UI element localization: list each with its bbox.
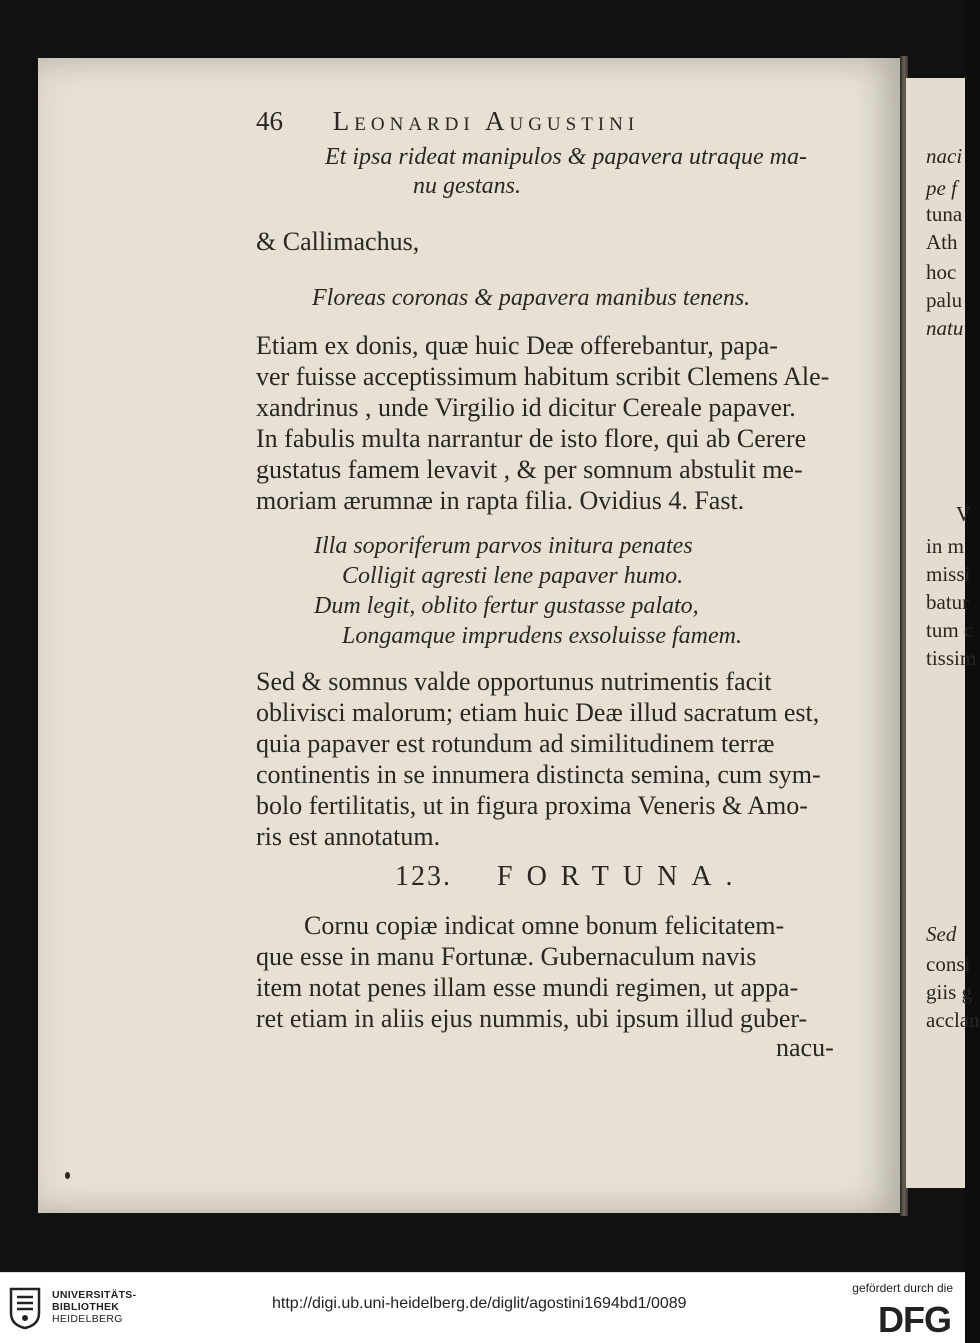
facing-fragment: Ath (926, 230, 958, 254)
text-line: In fabulis multa narrantur de isto flore, qui ab Cerere (256, 424, 807, 453)
facing-fragment: acclan (926, 1008, 980, 1032)
facing-fragment: giis g (926, 980, 973, 1004)
facing-fragment: in m (926, 534, 964, 558)
text-line: bolo fertilitatis, ut in figura proxima Veneris & Amo- (256, 791, 808, 820)
catchword: nacu- (776, 1033, 834, 1062)
facing-fragment: naci (926, 144, 963, 168)
verse-line: nu gestans. (413, 173, 521, 199)
text-line: que esse in manu Fortunæ. Gubernaculum navis (256, 942, 757, 971)
facing-fragment: tum c (926, 618, 974, 642)
verse-line: Colligit agresti lene papaver humo. (342, 563, 684, 589)
text-line: item notat penes illam esse mundi regimen, ut appa- (256, 973, 799, 1002)
facing-fragment: Sed (926, 922, 957, 946)
facing-fragment: hoc (926, 260, 957, 284)
facing-page (906, 78, 980, 1188)
text-line: ris est annotatum. (256, 822, 441, 851)
text-line: Etiam ex donis, quæ huic Deæ offerebantur, papa- (256, 331, 778, 360)
text-line: gustatus famem levavit , & per somnum abstulit me- (256, 455, 803, 484)
facing-fragment: palu (926, 288, 963, 312)
page-number: 46 (256, 106, 283, 136)
text-line: continentis in se innumera distincta semina, cum sym- (256, 760, 821, 789)
library-seal-icon[interactable] (8, 1287, 42, 1329)
text-line: oblivisci malorum; etiam huic Deæ illud sacratum est, (256, 698, 820, 727)
section-number: 123. (395, 861, 452, 892)
facing-fragment: natu (926, 316, 964, 340)
paragraph (256, 910, 848, 1034)
library-name[interactable] (52, 1289, 136, 1325)
paragraph (256, 330, 848, 516)
running-head-title: Leonardi Augustini (332, 106, 640, 136)
callimachus-line: & Callimachus, (256, 227, 420, 256)
verse-line: Longamque imprudens exsoluisse famem. (342, 623, 742, 649)
facing-fragment: tuna (926, 202, 963, 226)
verse-line: Floreas coronas & papavera manibus tenens. (312, 285, 751, 311)
verse-line: Et ipsa rideat manipulos & papavera utraque ma- (325, 144, 807, 170)
funding-caption: gefördert durch die (852, 1281, 953, 1295)
section-heading (395, 861, 747, 893)
library-name-line: BIBLIOTHEK (52, 1301, 120, 1313)
paragraph (256, 666, 848, 852)
text-line: quia papaver est rotundum ad similitudinem terræ (256, 729, 775, 758)
permalink-url[interactable]: http://digi.ub.uni-heidelberg.de/diglit/agostini1694bd1/0089 (272, 1295, 687, 1312)
facing-fragment: consi (926, 952, 971, 976)
text-line: Cornu copiæ indicat omne bonum felicitatem- (304, 911, 785, 940)
text-line: ver fuisse acceptissimum habitum scribit Clemens Ale- (256, 362, 830, 391)
verse-line: Dum legit, oblito fertur gustasse palato, (314, 593, 699, 619)
text-line: moriam ærumnæ in rapta filia. Ovidius 4. Fast. (256, 486, 745, 515)
facing-fragment: batur (926, 590, 970, 614)
facing-fragment: pe f (926, 176, 957, 200)
text-line: ret etiam in aliis ejus nummis, ubi ipsum illud guber- (256, 1004, 808, 1033)
verse-line: Illa soporiferum parvos initura penates (314, 533, 693, 559)
running-head (256, 106, 639, 137)
facing-fragment: V (956, 502, 972, 526)
text-line: xandrinus , unde Virgilio id dicitur Cereale papaver. (256, 393, 796, 422)
ink-speck (65, 1172, 70, 1179)
footer-bar (0, 1272, 965, 1343)
text-line: Sed & somnus valde opportunus nutrimentis facit (256, 667, 772, 696)
library-name-line: HEIDELBERG (52, 1313, 123, 1325)
facing-fragment: tissim (926, 646, 977, 670)
dfg-logo[interactable]: DFG (878, 1299, 951, 1340)
library-name-line: UNIVERSITÄTS- (52, 1289, 137, 1301)
facing-fragment: missi (926, 562, 971, 586)
section-title: FORTUNA. (497, 861, 747, 892)
